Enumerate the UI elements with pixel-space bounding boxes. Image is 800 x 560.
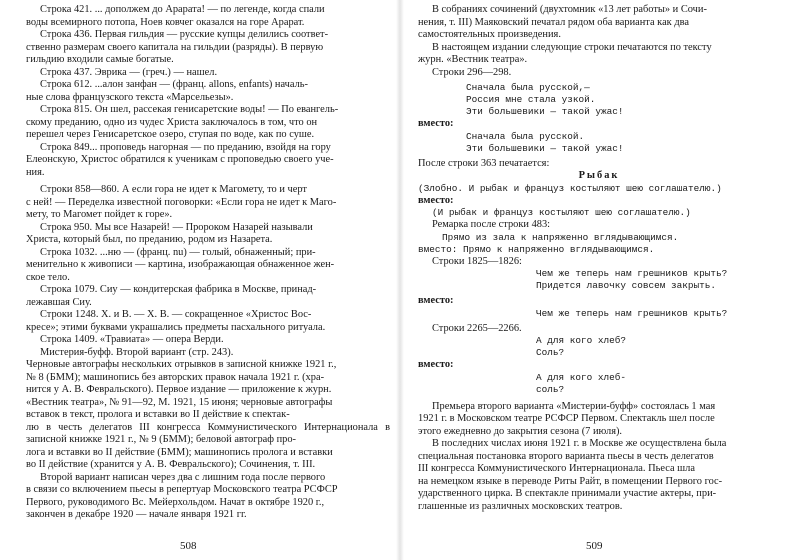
verse-block-1: Сначала была русской,— Россия мне стала узкой. Эти большевики — такой ужас! — [466, 82, 624, 117]
after-363-label: После строки 363 печатается: — [418, 157, 550, 169]
note-1032: Строка 1032. ...ню — (франц. nu) — голый, обнаженный; при- менительно к живописи — картина, изображающая обнаженное жен- ское тело. — [26, 246, 335, 283]
page-number: 508 — [180, 540, 197, 552]
remark-text-1: Прямо из зала к напряженно вглядывающимся. — [442, 231, 679, 243]
lines-1825-label: Строки 1825—1826: — [432, 255, 522, 267]
second-variant-sources: Мистерия-буфф. Второй вариант (стр. 243). Черновые автографы нескольких отрывков в записной книжке 1921 г., № 8 (БММ); машинопись без авторских правок начала 1921 г. (хра- нится у А. В. Февральского). Первое издание — приложение к журн. «Вестник театра», № 91—92, М. 1921, 15 июня; черновые автографы вставок в текст, пролога и вставки во II действие к спектак- лю в честь делегатов III конгресса Коммунистического Интернационала в записной книжке 1921 г., № 9 (БММ); беловой автограф про- лога и вставки во II действие (БММ); машинопись пролога и вставки во II действие (хранится у А. В. Февральского); Сочинения, т. III. — [26, 346, 390, 470]
note-421: Строка 421. ... дополжем до Арарата! — по легенде, когда спали воды всемирного потопа, Ноев ковчег оказался на горе Арарат. — [26, 4, 325, 28]
note-437: Строка 437. Эврика — (греч.) — нашел. — [40, 66, 218, 78]
verse-block-4: Чем же теперь нам грешников крыть? — [536, 307, 728, 319]
verse-block-6: А для кого хлеб- соль? — [536, 371, 627, 395]
note-858: Строки 858—860. А если гора не идет к Магомету, то и черт с ней! — Переделка известной поговорки: «Если гора не идет к Маго- мету, то Магомет пойдет к горе». — [26, 184, 337, 220]
lines-296-label: Строки 296—298. — [432, 66, 512, 78]
page-number: 509 — [586, 540, 603, 552]
note-1248: Строки 1248. Х. и В. — Х. В. — сокращенное «Христос Вос- кресе»; этими буквами украшались предметы пасхального ритуала. — [26, 309, 326, 333]
verse-block-3: Чем же теперь нам грешников крыть? Придется лавочку совсем закрыть. — [536, 268, 728, 291]
note-436: Строка 436. Первая гильдия — русские купцы делились соответ- ственно размерам своего капитала на гильдии (разряды). В первую гильдию входили самые богатые. — [26, 29, 329, 65]
note-815: Строка 815. Он шел, рассекая генисаретские воды! — По евангель- скому преданию, одно из чудес Христа заключалось в том, что он перешел через Генисаретское озеро, ступая по воде, как по суше. — [26, 104, 339, 140]
verse-block-2: Сначала была русской. Эти большевики — такой ужас! — [466, 130, 624, 154]
second-variant-history: Второй вариант написан через два с лишним года после первого в связи со включением пьесы в репертуар Московского театра РСФСР Первого, руководимого Вс. Мейерхольдом. Начат в октябре 1920 г., закончен в декабре 1920 — начале января 1921 гг. — [26, 471, 338, 520]
premiere-paragraph: Премьера второго варианта «Мистерии-буфф» состоялась 1 мая 1921 г. в Московском театре РСФСР Первом. Спектакль шел после этого ежедневно до закрытия сезона (7 июля). — [418, 400, 716, 437]
instead-label: вместо: — [418, 295, 454, 306]
comintern-paragraph: В последних числах июня 1921 г. в Москве же осуществлена была специальная постановка второго варианта пьесы в честь делегатов III конгресса Коммунистического Интернационала. Пьеса шла на немецком языке в переводе Риты Райт, в помещении Первого гос- ударственного цирка. В спектакле принимали участие актеры, при- глашенные из различных московских театров. — [418, 438, 727, 512]
right-page — [400, 0, 800, 560]
stage-direction-2: (И рыбак и француз костыляют шею соглашателю.) — [432, 207, 691, 218]
note-950: Строка 950. Мы все Назарей! — Пророком Назарей называли Христа, который был, по преданию, родом из Назарета. — [26, 221, 313, 245]
note-849: Строка 849... проповедь нагорная — по преданию, взойдя на гору Елеонскую, Христос обратился к ученикам с проповедью своего уче- ния. — [26, 141, 334, 178]
note-612: Строка 612. ...алон занфан — (франц. allons, enfants) началь- ные слова французского текста «Марсельезы». — [26, 79, 308, 103]
remark-text-2: вместо: Прямо к напряженно вглядывающимся. — [418, 243, 655, 255]
verse-block-5: А для кого хлеб? Соль? — [536, 335, 627, 358]
instead-label: вместо: — [418, 194, 454, 206]
intro-edition: В настоящем издании следующие строки печатаются по тексту журн. «Вестник театра». — [418, 41, 712, 65]
fisherman-heading: Рыбак — [578, 170, 620, 181]
lines-2265-label: Строки 2265—2266. — [432, 322, 522, 334]
note-1079: Строка 1079. Сиу — кондитерская фабрика в Москве, принад- лежавшая Сиу. — [26, 284, 317, 308]
note-1409: Строка 1409. «Травиата» — опера Верди. — [40, 334, 224, 345]
instead-label: вместо: — [418, 118, 454, 129]
instead-label: вместо: — [418, 359, 454, 370]
remark-483-label: Ремарка после строки 483: — [432, 219, 551, 230]
intro-collections: В собраниях сочинений (двухтомник «13 лет работы» и Сочи- нения, т. III) Маяковский печатал рядом оба варианта как два самостоятельных произведения. — [418, 4, 707, 40]
stage-direction-1: (Злобно. И рыбак и француз костыляют шею соглашателю.) — [418, 182, 722, 194]
